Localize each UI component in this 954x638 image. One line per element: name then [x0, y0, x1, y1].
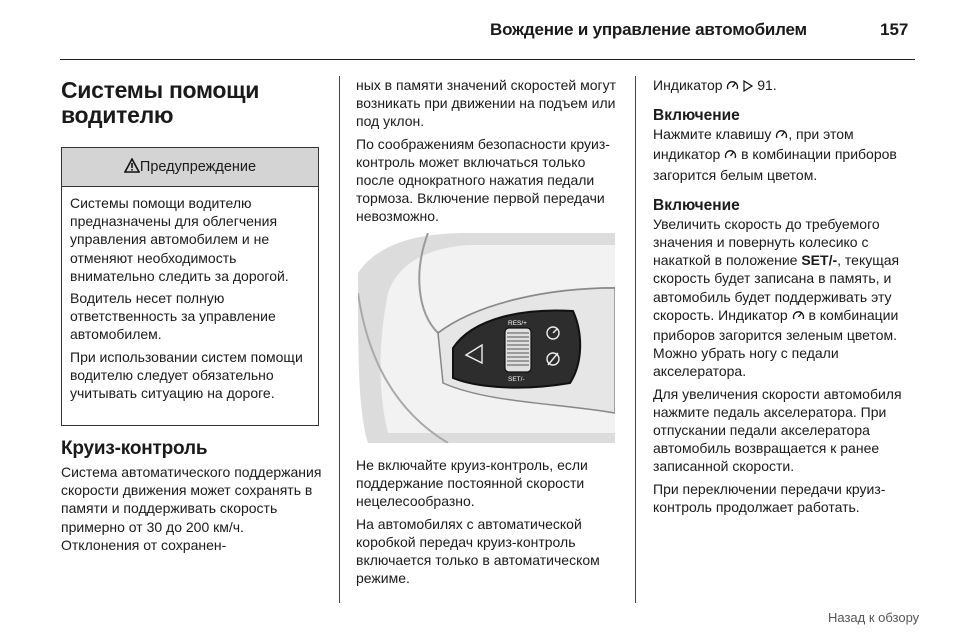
paragraph: Увеличить скорость до требуемого значения и повернуть колесико с накаткой в положение SET/-, текущая скорость будет записана в память, и автомобиль будет поддерживать эту скорость. Индикатор в комбинации приборов загорится зеленым цветом. Можно убрать ногу с педали акселератора.: [653, 215, 900, 380]
column-2-lower: [356, 456, 622, 591]
indicator-reference: [653, 76, 915, 96]
column-2: [356, 76, 622, 230]
subsection-heading: Круиз-контроль: [61, 438, 208, 459]
res-label: RES/+: [508, 320, 527, 327]
paragraph: Нажмите клавишу , при этом индикатор в комбинации приборов загорится белым цветом.: [653, 126, 897, 183]
section-heading: Системы помощи водителю: [61, 77, 260, 128]
paragraph: ных в памяти значений скоростей могут возникать при движении на подъем или под уклон.: [356, 77, 616, 130]
warning-paragraph: При использовании систем помощи водителю следует обязательно учитывать ситуацию на дороге.: [70, 348, 303, 402]
cruise-control-icon: [726, 78, 739, 96]
page-number: 157: [880, 20, 909, 39]
subheading-enable: Включение: [653, 107, 740, 125]
running-header-title: Вождение и управление автомобилем: [490, 20, 807, 39]
set-label: SET/-: [508, 376, 525, 383]
paragraph: При переключении передачи круиз-контроль продолжает работать.: [653, 480, 886, 515]
column-1: [61, 78, 323, 128]
subheading-enable: Включение: [653, 196, 740, 214]
paragraph: По соображениям безопасности круиз-контроль может включаться только после однократного нажатия педали тормоза. Включение первой передачи невозможно.: [356, 135, 610, 225]
warning-box: [61, 147, 319, 426]
indicator-page-ref: 91.: [757, 77, 777, 93]
cruise-control-icon: [724, 147, 737, 165]
cruise-control-icon: [775, 127, 788, 145]
paragraph: Не включайте круиз-контроль, если поддержание постоянной скорости нецелесообразно.: [356, 457, 588, 510]
paragraph: На автомобилях с автоматической коробкой передач круиз-контроль включается только в автоматическом режиме.: [356, 515, 600, 587]
cruise-control-icon: [792, 308, 805, 326]
warning-triangle-icon: [124, 158, 140, 177]
warning-body: [62, 187, 318, 402]
indicator-prefix: Индикатор: [653, 77, 723, 93]
warning-header: [62, 148, 318, 187]
warning-paragraph: Водитель несет полную ответственность за управление автомобилем.: [70, 290, 276, 343]
cruise-intro-text: Система автоматического поддержания скорости движения может сохранять в памяти и поддерживать скорость примерно от 30 до 200 км/ч. Отклонения от сохранен-: [61, 464, 322, 553]
arrow-right-icon: [743, 78, 753, 96]
column-divider-2: [635, 76, 636, 603]
header-divider: [60, 59, 915, 60]
set-position-label: SET/-: [801, 252, 838, 269]
steering-wheel-illustration: [358, 233, 615, 443]
column-3: [653, 76, 915, 520]
paragraph: Для увеличения скорости автомобиля нажмите педаль акселератора. При отпускании педали акселератора автомобиль возвращается к ранее записанной скорости.: [653, 385, 902, 475]
warning-title: Предупреждение: [139, 159, 257, 175]
back-to-overview-link[interactable]: Назад к обзору: [828, 610, 920, 625]
warning-paragraph: Системы помощи водителю предназначены для облегчения управления автомобилем и не отменяют необходимость внимательно следить за дорогой.: [70, 195, 289, 284]
cruise-section: [61, 438, 323, 558]
column-divider-1: [339, 76, 340, 603]
